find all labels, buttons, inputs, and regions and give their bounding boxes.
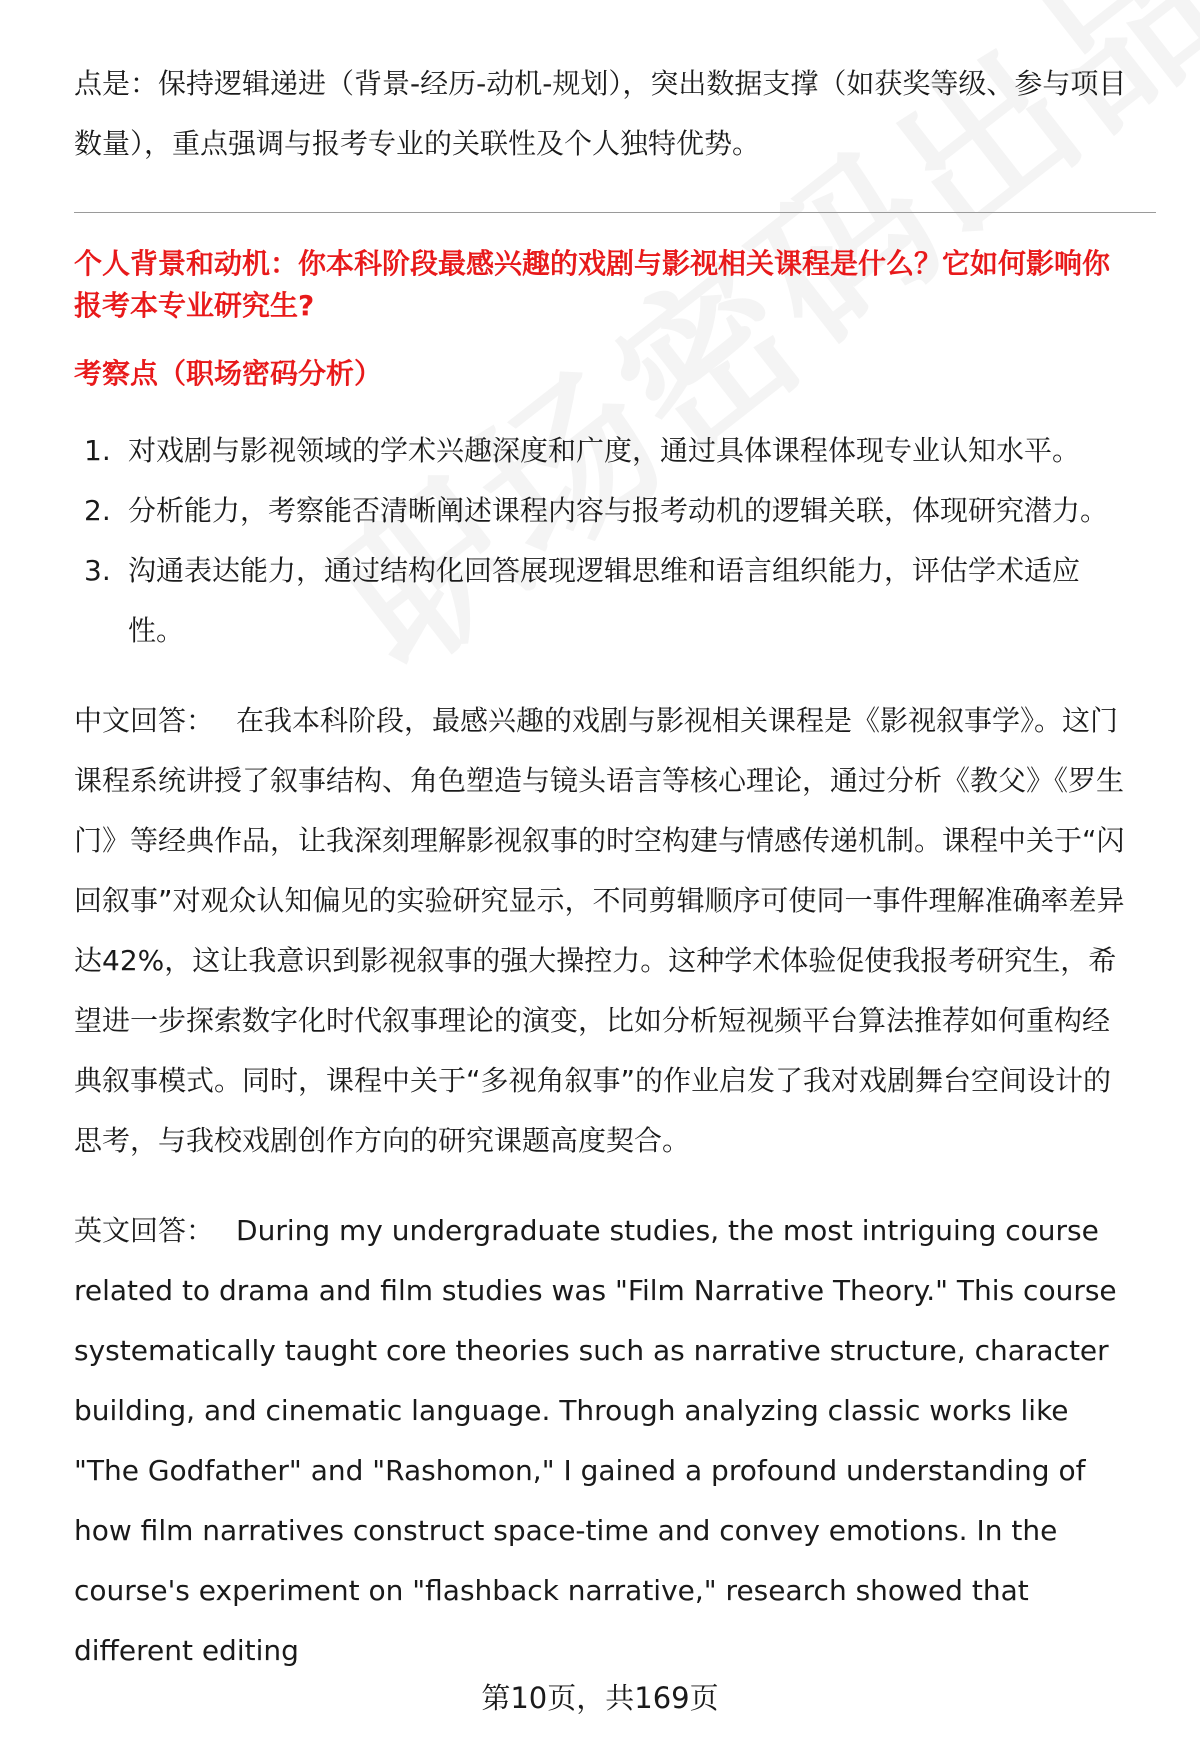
exam-points-heading: 考察点（职场密码分析）	[74, 357, 383, 390]
exam-point-item	[74, 421, 1128, 481]
section-divider	[74, 212, 1156, 213]
exam-point-item	[74, 541, 1128, 661]
intro-paragraph: 点是：保持逻辑递进（背景-经历-动机-规划），突出数据支撑（如获奖等级、参与项目数量），重点强调与报考专业的关联性及个人独特优势。	[74, 67, 1127, 160]
chinese-answer-text: 在我本科阶段，最感兴趣的戏剧与影视相关课程是《影视叙事学》。这门课程系统讲授了叙事结构、角色塑造与镜头语言等核心理论，通过分析《教父》《罗生门》等经典作品，让我深刻理解影视叙事的时空构建与情感传递机制。课程中关于“闪回叙事”对观众认知偏见的实验研究显示，不同剪辑顺序可使同一事件理解准确率差异达42%，这让我意识到影视叙事的强大操控力。这种学术体验促使我报考研究生，希望进一步探索数字化时代叙事理论的演变，比如分析短视频平台算法推荐如何重构经典叙事模式。同时，课程中关于“多视角叙事”的作业启发了我对戏剧舞台空间设计的思考，与我校戏剧创作方向的研究课题高度契合。	[74, 704, 1125, 1157]
chinese-answer-paragraph	[74, 691, 1128, 1171]
exam-point-number: 3.	[84, 554, 111, 587]
english-answer-paragraph	[74, 1201, 1128, 1681]
exam-points-list	[74, 421, 1128, 661]
exam-point-text: 沟通表达能力，通过结构化回答展现逻辑思维和语言组织能力，评估学术适应性。	[128, 554, 1081, 647]
exam-point-number: 2.	[84, 494, 111, 527]
exam-point-item	[74, 481, 1128, 541]
exam-point-text: 分析能力，考察能否清晰阐述课程内容与报考动机的逻辑关联，体现研究潜力。	[128, 494, 1109, 527]
page-content	[74, 0, 1128, 1681]
chinese-answer-label: 中文回答：	[74, 704, 215, 737]
exam-point-text: 对戏剧与影视领域的学术兴趣深度和广度，通过具体课程体现专业认知水平。	[128, 434, 1081, 467]
page-number-footer: 第10页，共169页	[481, 1681, 719, 1715]
english-answer-label: 英文回答：	[74, 1214, 215, 1247]
english-answer-text: During my undergraduate studies, the most intriguing course related to drama and film studies was "Film Narrative Theory." This course systematically taught core theories such as narrative structure, character building, and cinematic language. Through analyzing classic works like "The Godfather" and "Rashomon," I gained a profound understanding of how film narratives construct space-time and convey emotions. In the course's experiment on "flashback narrative," research showed that different editing	[74, 1214, 1117, 1667]
exam-point-number: 1.	[84, 434, 111, 467]
question-heading: 个人背景和动机：你本科阶段最感兴趣的戏剧与影视相关课程是什么？它如何影响你报考本专业研究生?	[74, 247, 1111, 322]
